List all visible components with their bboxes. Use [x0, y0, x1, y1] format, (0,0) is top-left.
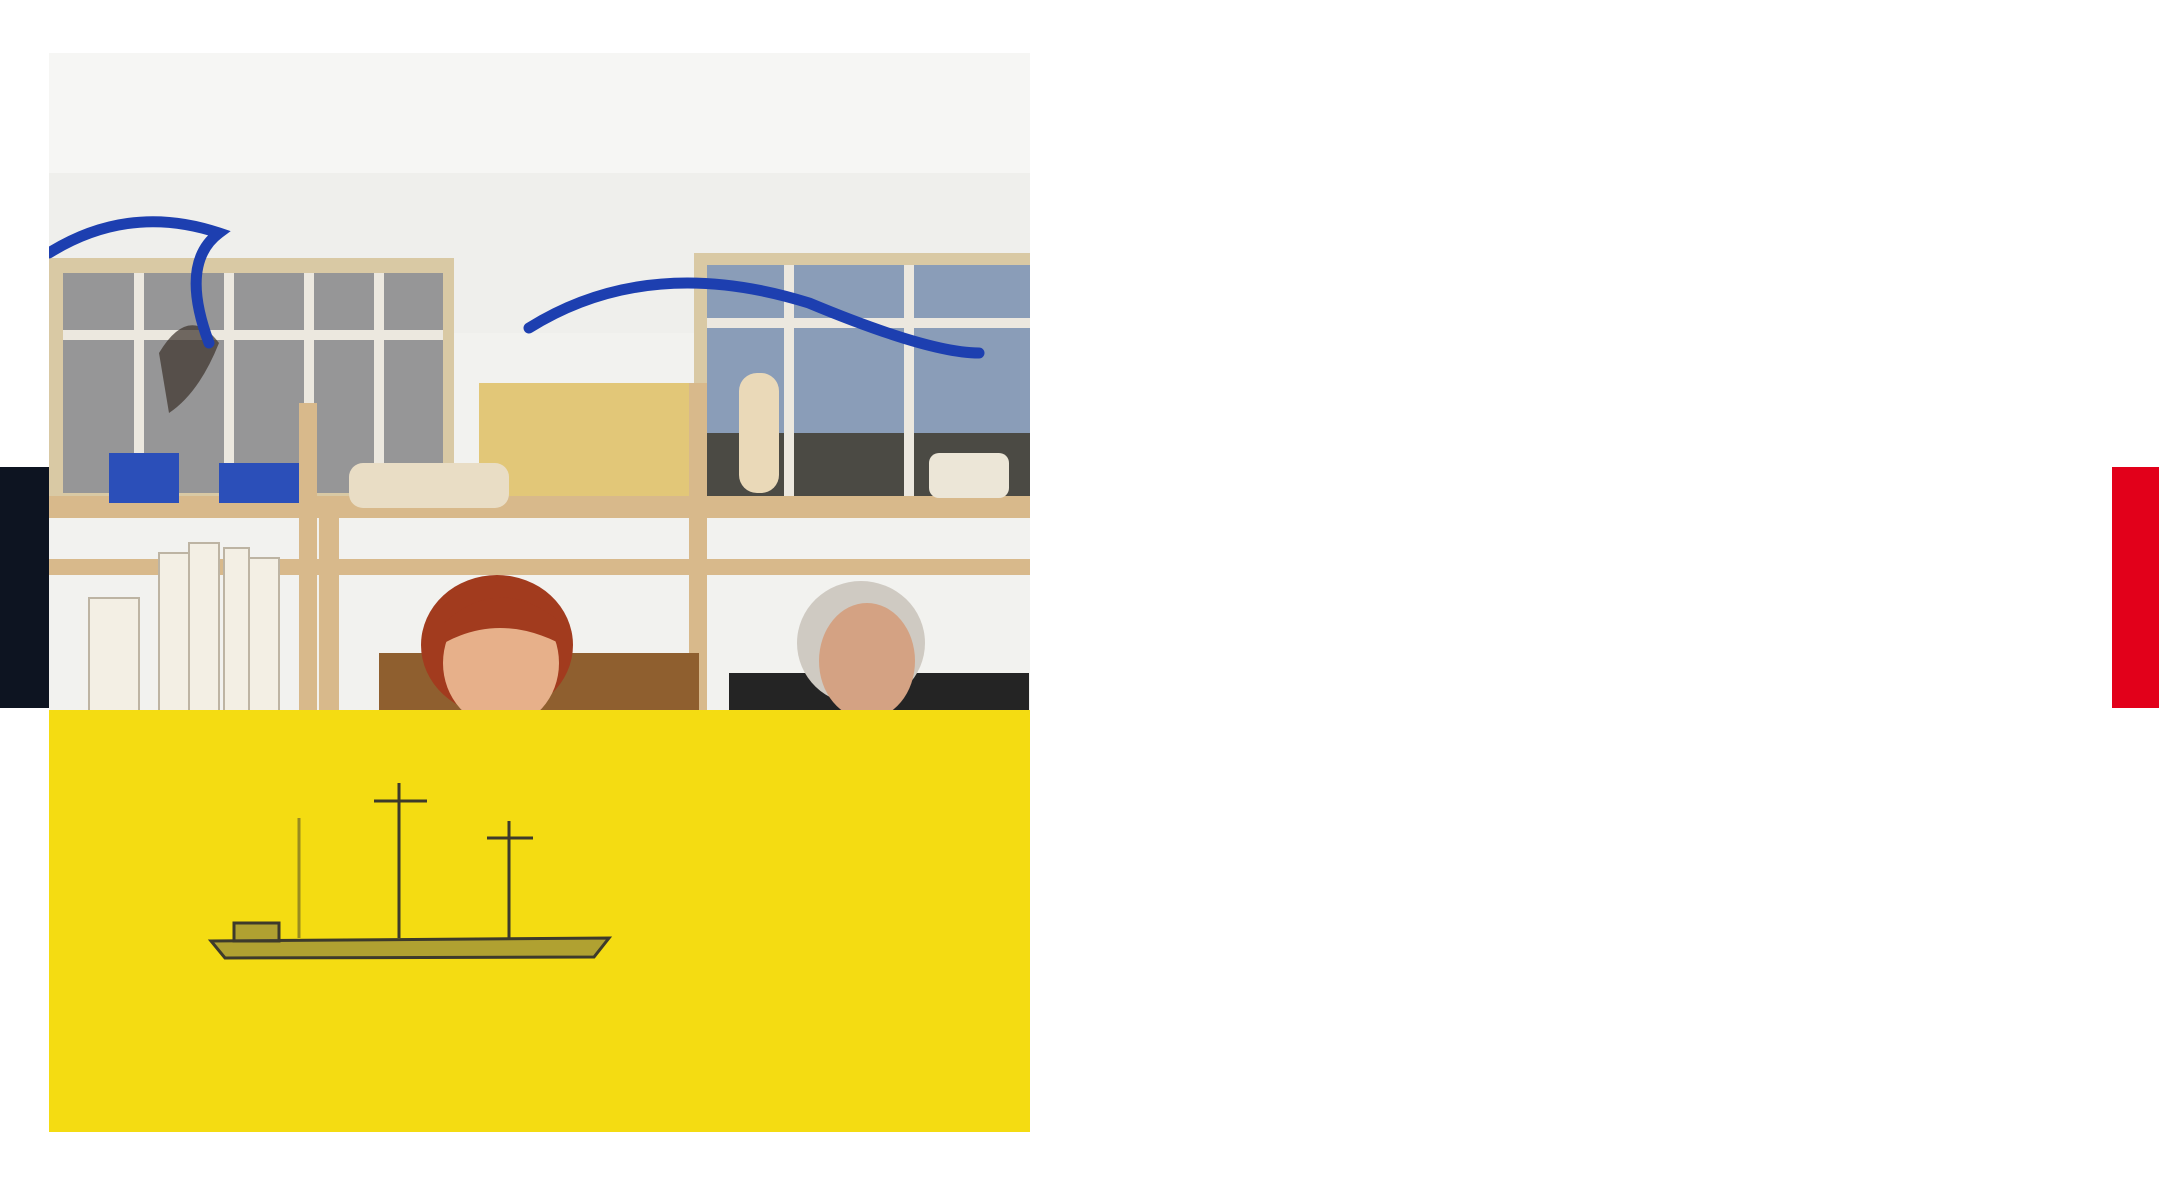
page-number-left — [0, 467, 49, 708]
page-number-right — [2112, 467, 2159, 708]
studio-photo — [49, 53, 1030, 1132]
